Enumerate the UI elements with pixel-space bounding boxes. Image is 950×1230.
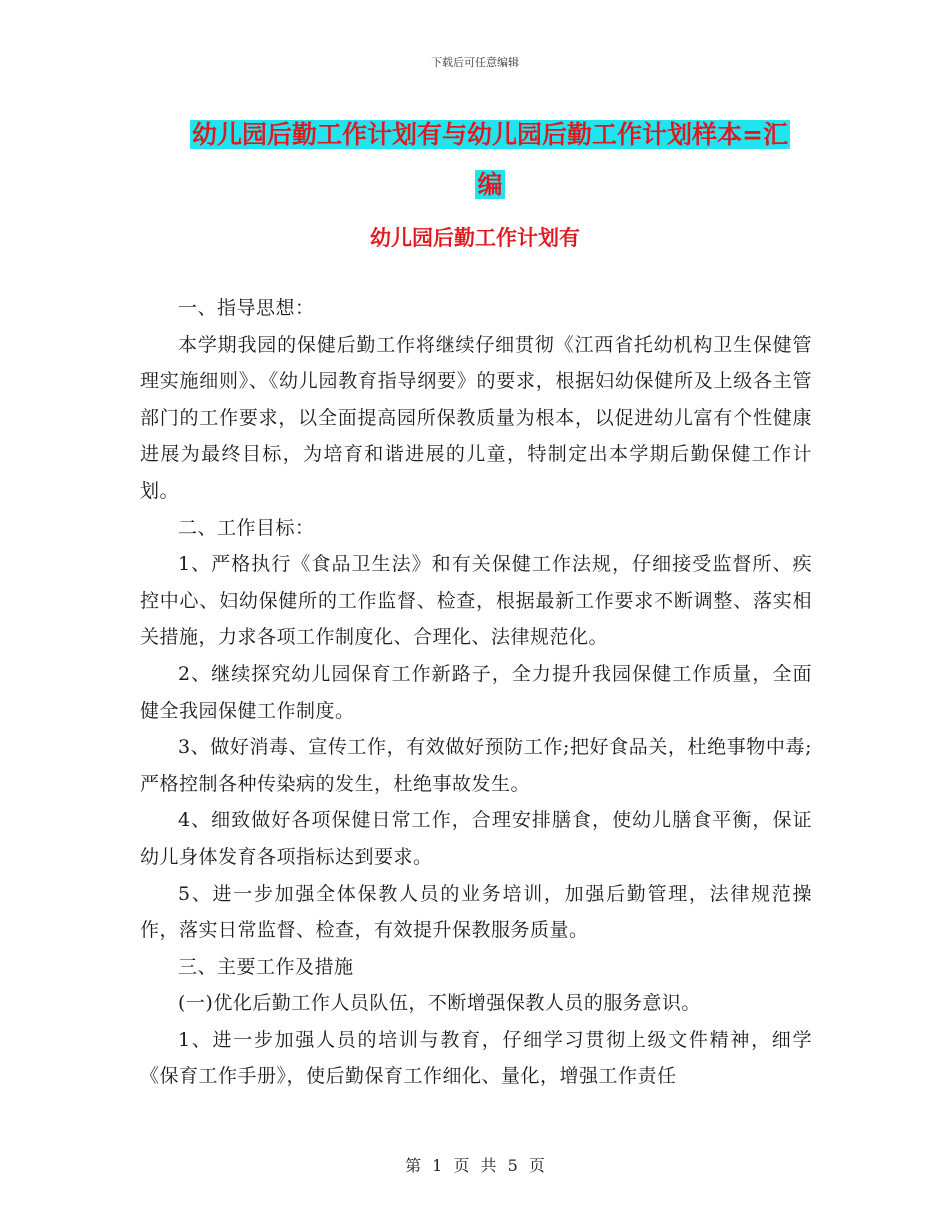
document-title-line1: 幼儿园后勤工作计划有与幼儿园后勤工作计划样本=汇: [192, 120, 788, 149]
paragraph-goal-2: 2、继续探究幼儿园保育工作新路子，全力提升我园保健工作质量，全面健全我园保健工作制度。: [140, 662, 812, 722]
document-body: [140, 290, 812, 1095]
paragraph-goal-5: 5、进一步加强全体保教人员的业务培训，加强后勤管理，法律规范操作，落实日常监督、检查，有效提升保教服务质量。: [140, 882, 812, 942]
paragraph-guiding-heading: 一、指导思想：: [178, 297, 315, 319]
document-title-line2: 编: [477, 170, 503, 199]
page-footer-number: 第 1 页 共 5 页: [405, 1156, 545, 1175]
paragraph-measure-1: 1、进一步加强人员的培训与教育，仔细学习贯彻上级文件精神，细学《保育工作手册》，使后勤保育工作细化、量化，增强工作责任: [140, 1028, 812, 1088]
page-header-note: 下载后可任意编辑: [431, 56, 519, 69]
paragraph-guiding-body: 本学期我园的保健后勤工作将继续仔细贯彻《江西省托幼机构卫生保健管理实施细则》、《幼儿园教育指导纲要》的要求，根据妇幼保健所及上级各主管部门的工作要求，以全面提高园所保教质量为根本，以促进幼儿富有个性健康进展为最终目标，为培育和谐进展的儿童，特制定出本学期后勤保健工作计划。: [140, 333, 812, 502]
paragraph-goal-4: 4、细致做好各项保健日常工作，合理安排膳食，使幼儿膳食平衡，保证幼儿身体发育各项指标达到要求。: [140, 809, 812, 868]
paragraph-goals-heading: 二、工作目标：: [178, 516, 315, 539]
paragraph-goal-3: 3、做好消毒、宣传工作，有效做好预防工作;把好食品关，杜绝事物中毒;严格控制各种传染病的发生，杜绝事故发生。: [140, 736, 812, 795]
paragraph-measures-heading: 三、主要工作及措施: [178, 955, 354, 978]
section-title: 幼儿园后勤工作计划有: [370, 226, 580, 250]
paragraph-measures-sub-1: (一)优化后勤工作人员队伍，不断增强保教人员的服务意识。: [178, 992, 701, 1015]
document-title: [140, 110, 840, 210]
paragraph-goal-1: 1、严格执行《食品卫生法》和有关保健工作法规，仔细接受监督所、疾控中心、妇幼保健所的工作监督、检查，根据最新工作要求不断调整、落实相关措施，力求各项工作制度化、合理化、法律规范化。: [140, 553, 812, 649]
